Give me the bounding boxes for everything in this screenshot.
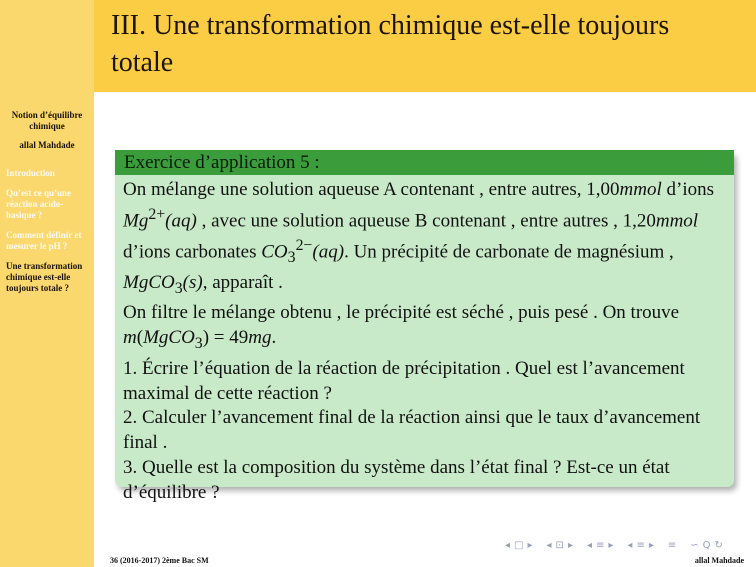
next-section-arrow-icon[interactable]: ▸ <box>648 539 654 551</box>
sidebar <box>0 0 94 567</box>
frame-title: III. Une transformation chimique est-elle toujours totale <box>111 10 670 78</box>
search-icon[interactable]: Q <box>702 539 711 551</box>
subsection-icon[interactable]: ≡ <box>596 539 605 551</box>
footer-author: allal Mahdade <box>694 556 744 565</box>
prev-subsection-arrow-icon[interactable]: ◂ <box>586 539 592 551</box>
exercise-body <box>115 175 734 506</box>
section-icon[interactable]: ≡ <box>636 539 645 551</box>
beamer-navigation <box>505 538 750 552</box>
sidebar-nav <box>0 168 94 294</box>
sidebar-author: allal Mahdade <box>19 140 75 150</box>
next-slide-arrow-icon[interactable]: ▸ <box>527 539 533 551</box>
exercise-title: Exercice d’application 5 : <box>115 150 734 175</box>
exercise-paragraph-1: On mélange une solution aqueuse A contenant , entre autres, 1,00mmol d’ions $Mg^{2+}(aq)$ , avec une solution aqueuse B contenant , entre autres , 1,20mmol d’ions carbonates $CO_3^{2-}(aq)$. Un précipité de carbonate de magnésium , MgCO$_3$(s), apparaît . <box>123 179 714 297</box>
document-icon[interactable]: ≡ <box>667 539 677 551</box>
frame-title-bar <box>94 0 756 92</box>
sidebar-title: Notion d’équilibre chimique <box>11 110 83 131</box>
frame-icon[interactable]: ⊡ <box>555 539 564 551</box>
back-forward-icon[interactable]: ∽ <box>690 539 699 551</box>
sidebar-item-introduction[interactable]: Introduction <box>6 168 55 178</box>
footer-page-info: 36 (2016-2017) 2ème Bac SM <box>110 556 209 565</box>
sidebar-item-acid-base[interactable]: Qu’est ce qu’une réaction acido-basique ? <box>6 188 71 220</box>
next-frame-arrow-icon[interactable]: ▸ <box>567 539 573 551</box>
prev-section-arrow-icon[interactable]: ◂ <box>627 539 633 551</box>
sidebar-item-ph[interactable]: Comment définir et mesurer le pH ? <box>6 230 82 251</box>
exercise-block <box>115 150 734 503</box>
question-1: 1. Écrire l’équation de la réaction de précipitation . Quel est l’avancement maximal de cette réaction ? <box>123 357 685 404</box>
prev-slide-arrow-icon[interactable]: ◂ <box>505 539 511 551</box>
sidebar-item-total-transformation[interactable]: Une transformation chimique est-elle toujours totale ? <box>6 261 83 293</box>
slide-icon[interactable]: □ <box>514 539 524 551</box>
prev-frame-arrow-icon[interactable]: ◂ <box>546 539 552 551</box>
question-2: 2. Calculer l’avancement final de la réaction ainsi que le taux d’avancement final . <box>123 407 701 454</box>
refresh-icon[interactable]: ↻ <box>714 539 723 551</box>
question-3: 3. Quelle est la composition du système dans l’état final ? Est-ce un état d’équilibre ? <box>123 457 670 503</box>
exercise-paragraph-2: On filtre le mélange obtenu , le précipité est séché , puis pesé . On trouve m(MgCO$_3$) = 49mg. <box>123 302 680 353</box>
next-subsection-arrow-icon[interactable]: ▸ <box>608 539 614 551</box>
